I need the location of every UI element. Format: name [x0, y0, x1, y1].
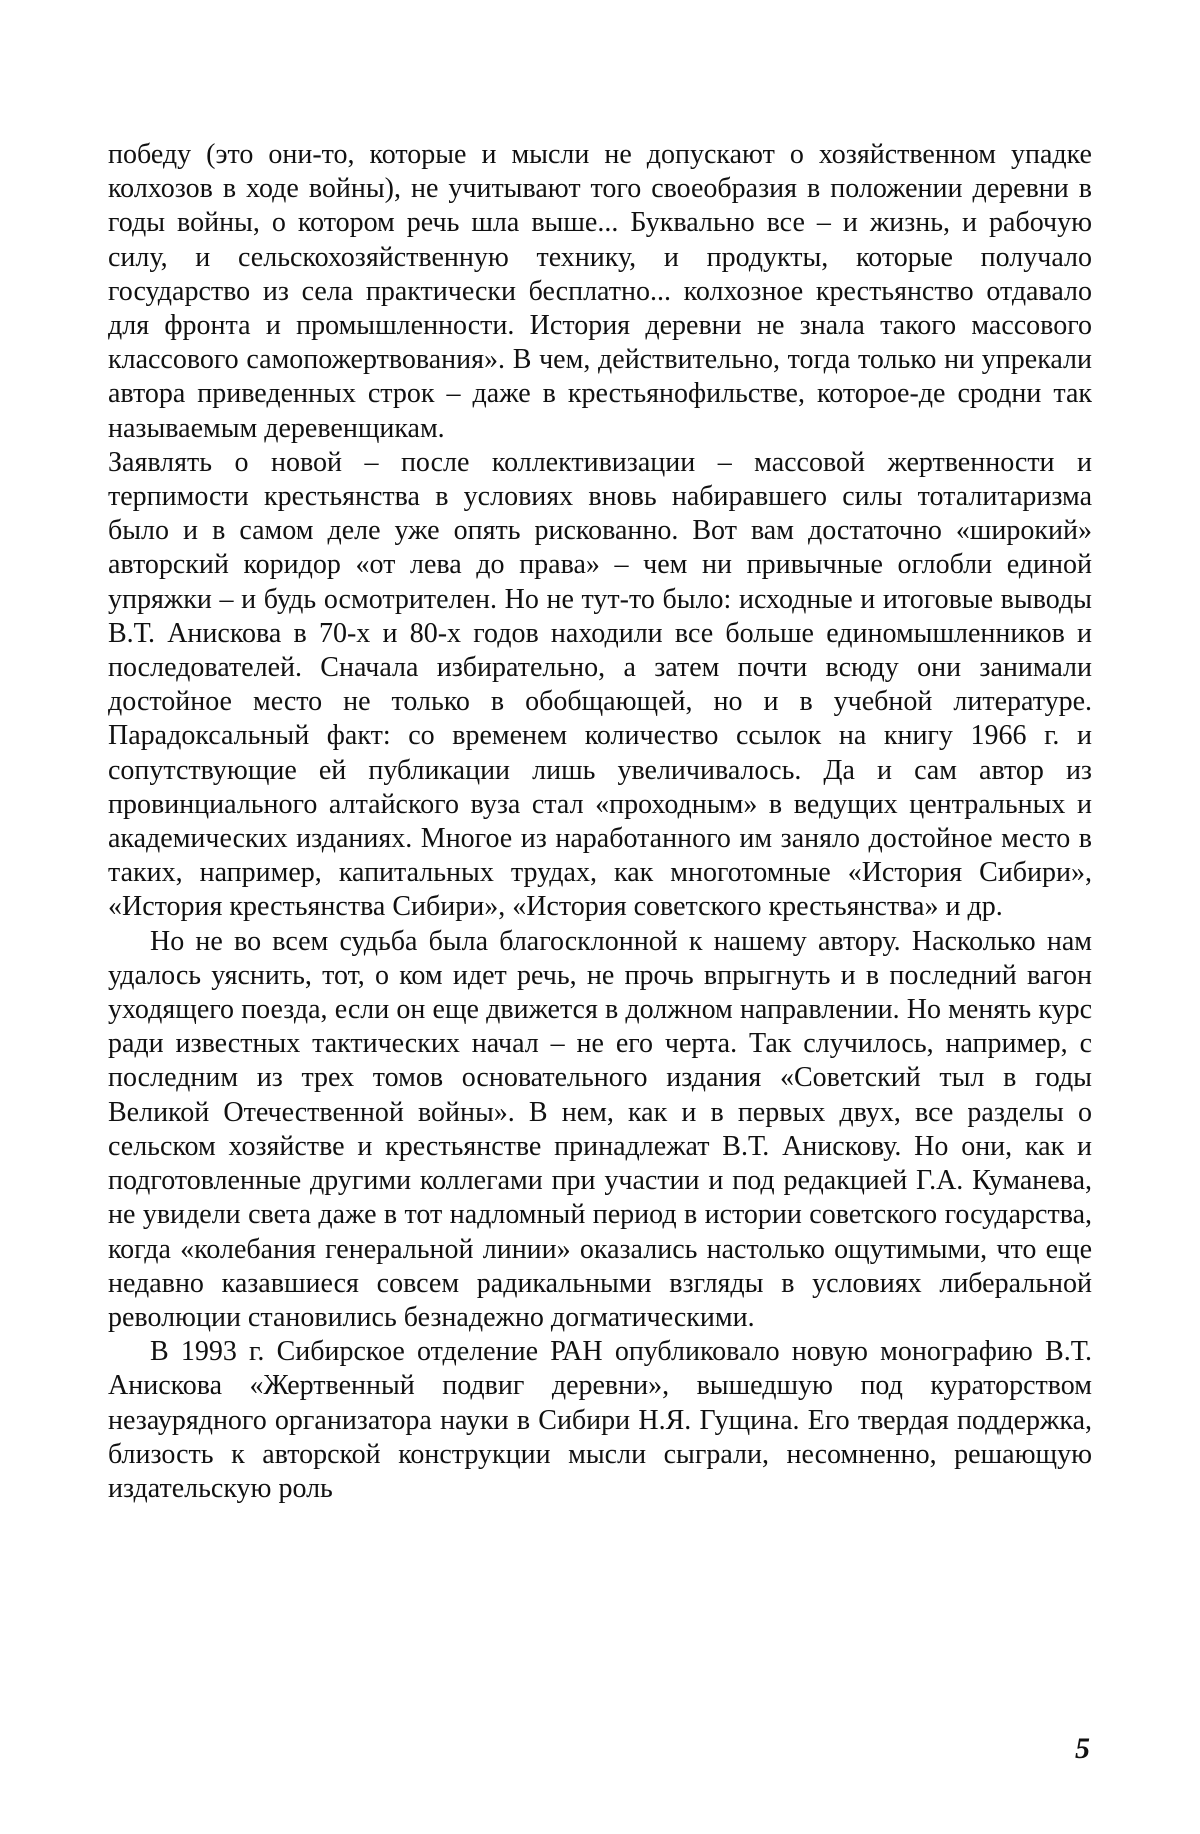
page-number: 5 — [1075, 1732, 1090, 1766]
body-text — [108, 138, 1092, 1506]
paragraph-4: В 1993 г. Сибирское отделение РАН опубликовало новую монографию В.Т. Анискова «Жертвенный подвиг деревни», вышедшую под кураторством незаурядного организатора науки в Сибири Н.Я. Гущина. Его твердая поддержка, близость к авторской конструкции мысли сыграли, несомненно, решающую издательскую роль — [108, 1335, 1092, 1506]
book-page — [0, 0, 1200, 1834]
paragraph-3: Но не во всем судьба была благосклонной к нашему автору. Насколько нам удалось уяснить, тот, о ком идет речь, не прочь впрыгнуть и в последний вагон уходящего поезда, если он еще движется в должном направлении. Но менять курс ради известных тактических начал – не его черта. Так случилось, например, с последним из трех томов основательного издания «Советский тыл в годы Великой Отечественной войны». В нем, как и в первых двух, все разделы о сельском хозяйстве и крестьянстве принадлежат В.Т. Анискову. Но они, как и подготовленные другими коллегами при участии и под редакцией Г.А. Куманева, не увидели света даже в тот надломный период в истории советского государства, когда «колебания генеральной линии» оказались настолько ощутимыми, что еще недавно казавшиеся совсем радикальными взгляды в условиях либеральной революции становились безнадежно догматическими. — [108, 925, 1092, 1335]
paragraph-1: победу (это они-то, которые и мысли не допускают о хозяйственном упадке колхозов в ходе войны), не учитывают того своеобразия в положении деревни в годы войны, о котором речь шла выше... Буквально все – и жизнь, и рабочую силу, и сельскохозяйственную технику, и продукты, которые получало государство из села практически бесплатно... колхозное крестьянство отдавало для фронта и промышленности. История деревни не знала такого массового классового самопожертвования». В чем, действительно, тогда только ни упрекали автора приведенных строк – даже в крестьянофильстве, которое-де сродни так называемым деревенщикам. — [108, 138, 1092, 446]
paragraph-2: Заявлять о новой – после коллективизации – массовой жертвенности и терпимости крестьянства в условиях вновь набиравшего силы тоталитаризма было и в самом деле уже опять рискованно. Вот вам достаточно «широкий» авторский коридор «от лева до права» – чем ни привычные оглобли единой упряжки – и будь осмотрителен. Но не тут-то было: исходные и итоговые выводы В.Т. Анискова в 70-х и 80-х годов находили все больше единомышленников и последователей. Сначала избирательно, а затем почти всюду они занимали достойное место не только в обобщающей, но и в учебной литературе. Парадоксальный факт: со временем количество ссылок на книгу 1966 г. и сопутствующие ей публикации лишь увеличивалось. Да и сам автор из провинциального алтайского вуза стал «проходным» в ведущих центральных и академических изданиях. Многое из наработанного им заняло достойное место в таких, например, капитальных трудах, как многотомные «История Сибири», «История крестьянства Сибири», «История советского крестьянства» и др. — [108, 446, 1092, 925]
